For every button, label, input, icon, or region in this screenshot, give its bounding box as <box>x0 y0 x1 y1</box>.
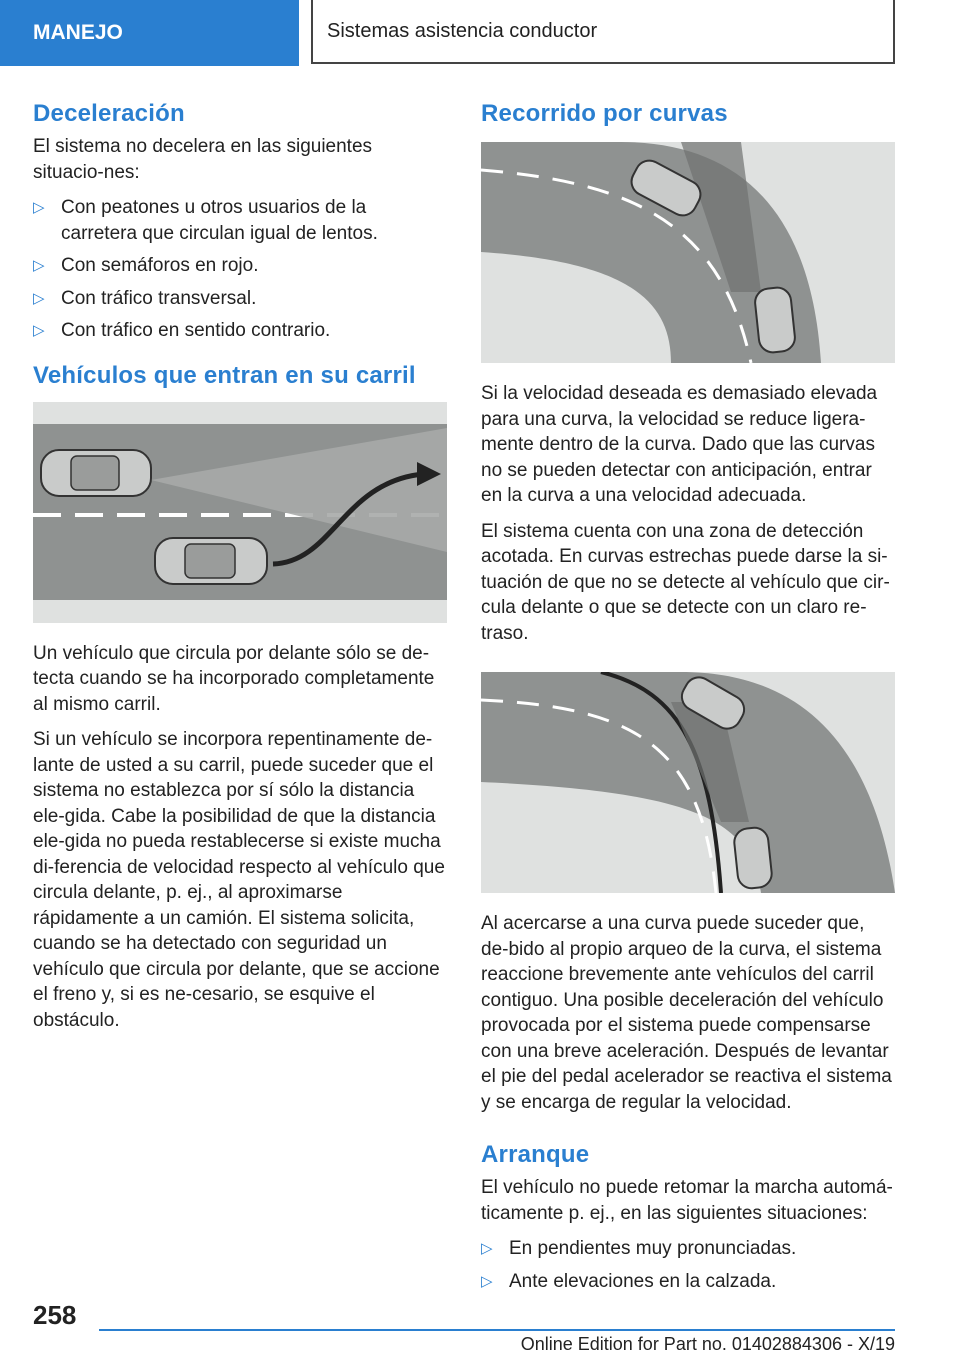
start-heading: Arranque <box>481 1141 590 1168</box>
triangle-bullet-icon: ▷ <box>33 289 45 307</box>
car-icon <box>41 450 151 496</box>
left-column <box>33 100 447 1043</box>
curves-paragraph-3: Al acercarse a una curva puede suceder que, de-bido al propio arqueo de la curva, el sistema reaccione brevemente ante vehículos del carril contiguo. Una posible deceleración del vehículo provocada por el sistema puede compensarse con una breve aceleración. Después de levantar el pie del pedal acelerador se reactiva el sistema y se encarga de regular la velocidad. <box>481 913 892 1113</box>
triangle-bullet-icon: ▷ <box>481 1272 493 1290</box>
start-intro: El vehículo no puede retomar la marcha automá-ticamente p. ej., en las siguientes situaciones: <box>481 1177 893 1224</box>
deceleration-list <box>33 195 447 344</box>
triangle-bullet-icon: ▷ <box>33 199 45 216</box>
triangle-bullet-icon: ▷ <box>33 322 45 339</box>
list-item: ▷ Con tráfico transversal. <box>33 286 447 312</box>
curve-illustration-1 <box>481 142 895 363</box>
start-list <box>481 1236 895 1294</box>
triangle-bullet-icon: ▷ <box>33 257 45 274</box>
curves-heading: Recorrido por curvas <box>481 100 728 127</box>
right-column <box>481 100 895 1308</box>
car-icon <box>754 286 796 353</box>
header-section-tab: MANEJO <box>0 0 299 66</box>
deceleration-heading: Deceleración <box>33 100 185 127</box>
list-item: ▷ Con semáforos en rojo. <box>33 253 447 279</box>
list-item: ▷ Con peatones u otros usuarios de la carretera que circulan igual de lentos. <box>33 197 378 244</box>
curves-paragraph-1: Si la velocidad deseada es demasiado elevada para una curva, la velocidad se reduce ligera-mente dentro de la curva. Dado que las curvas no se pueden detectar con anticipación, entrar en la curva a una velocidad adecuada. <box>481 383 878 506</box>
car-icon <box>155 538 267 584</box>
footer-edition: Online Edition for Part no. 01402884306 - X/19 <box>520 1334 895 1354</box>
footer-divider <box>99 1329 895 1331</box>
header-chapter-box <box>311 0 895 64</box>
page-number: 258 <box>33 1300 77 1330</box>
list-item: ▷ Con tráfico en sentido contrario. <box>33 318 447 344</box>
list-item: ▷ En pendientes muy pronunciadas. <box>481 1236 895 1262</box>
lane-entry-illustration <box>33 402 447 623</box>
lane-entry-paragraph-1: Un vehículo que circula por delante sólo se de-tecta cuando se ha incorporado completamente al mismo carril. <box>33 642 435 715</box>
triangle-bullet-icon: ▷ <box>481 1240 493 1257</box>
lane-entry-heading: Vehículos que entran en su carril <box>33 361 416 389</box>
curve-illustration-2 <box>481 672 895 893</box>
lane-entry-paragraph-2: Si un vehículo se incorpora repentinamente de-lante de usted a su carril, puede suceder que el sistema no establezca por sí sólo la distancia ele-gida. Cabe la posibilidad de que la distancia ele-gida no pueda restablecerse si existe mucha di-ferencia de velocidad respecto al vehículo que circula delante, p. ej., al aproximarse rápidamente a un camión. El sistema solicita, cuando se ha detectado con seguridad un vehículo que circula por delante, que se accione el freno y, si es ne-cesario, se esquive el obstáculo. <box>33 729 445 1031</box>
list-item: ▷ Ante elevaciones en la calzada. <box>481 1269 895 1295</box>
curves-paragraph-2: El sistema cuenta con una zona de detección acotada. En curvas estrechas puede darse la si-tuación de que no se detecte al vehículo que cir-cula delante o que se detecte con un claro re-traso. <box>481 520 890 644</box>
car-icon <box>733 826 773 889</box>
chapter-title: Sistemas asistencia conductor <box>327 19 598 42</box>
deceleration-intro: El sistema no decelera en las siguientes situacio-nes: <box>33 136 373 183</box>
